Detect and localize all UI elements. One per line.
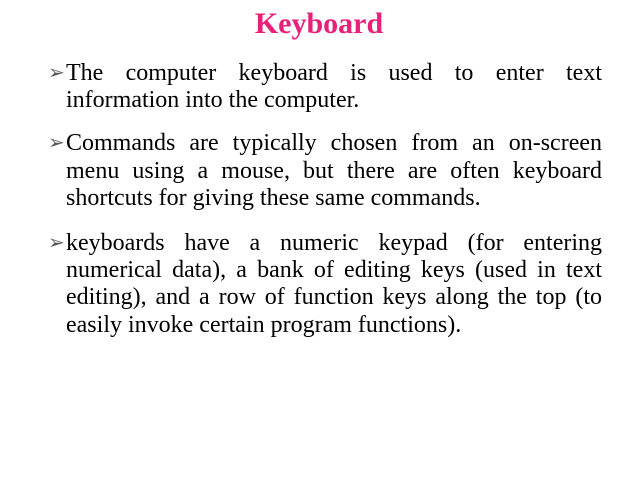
arrow-bullet-icon: ➢ <box>48 62 65 84</box>
arrow-bullet-icon: ➢ <box>48 132 65 155</box>
bullet-item-3 <box>48 230 602 339</box>
arrow-bullet-icon: ➢ <box>48 232 65 255</box>
bullet-text: Commands are typically chosen from an on-screen menu using a mouse, but there are often keyboard shortcuts for giving these same commands. <box>66 130 602 211</box>
bullet-item-2 <box>48 130 602 212</box>
bullet-list <box>48 60 602 339</box>
slide-title: Keyboard <box>254 7 384 40</box>
bullet-text: keyboards have a numeric keypad (for entering numerical data), a bank of editing keys (used in text editing), and a row of function keys along the top (to easily invoke certain program functions). <box>66 230 602 338</box>
bullet-item-1 <box>48 60 602 114</box>
bullet-text: The computer keyboard is used to enter text information into the computer. <box>66 60 602 114</box>
